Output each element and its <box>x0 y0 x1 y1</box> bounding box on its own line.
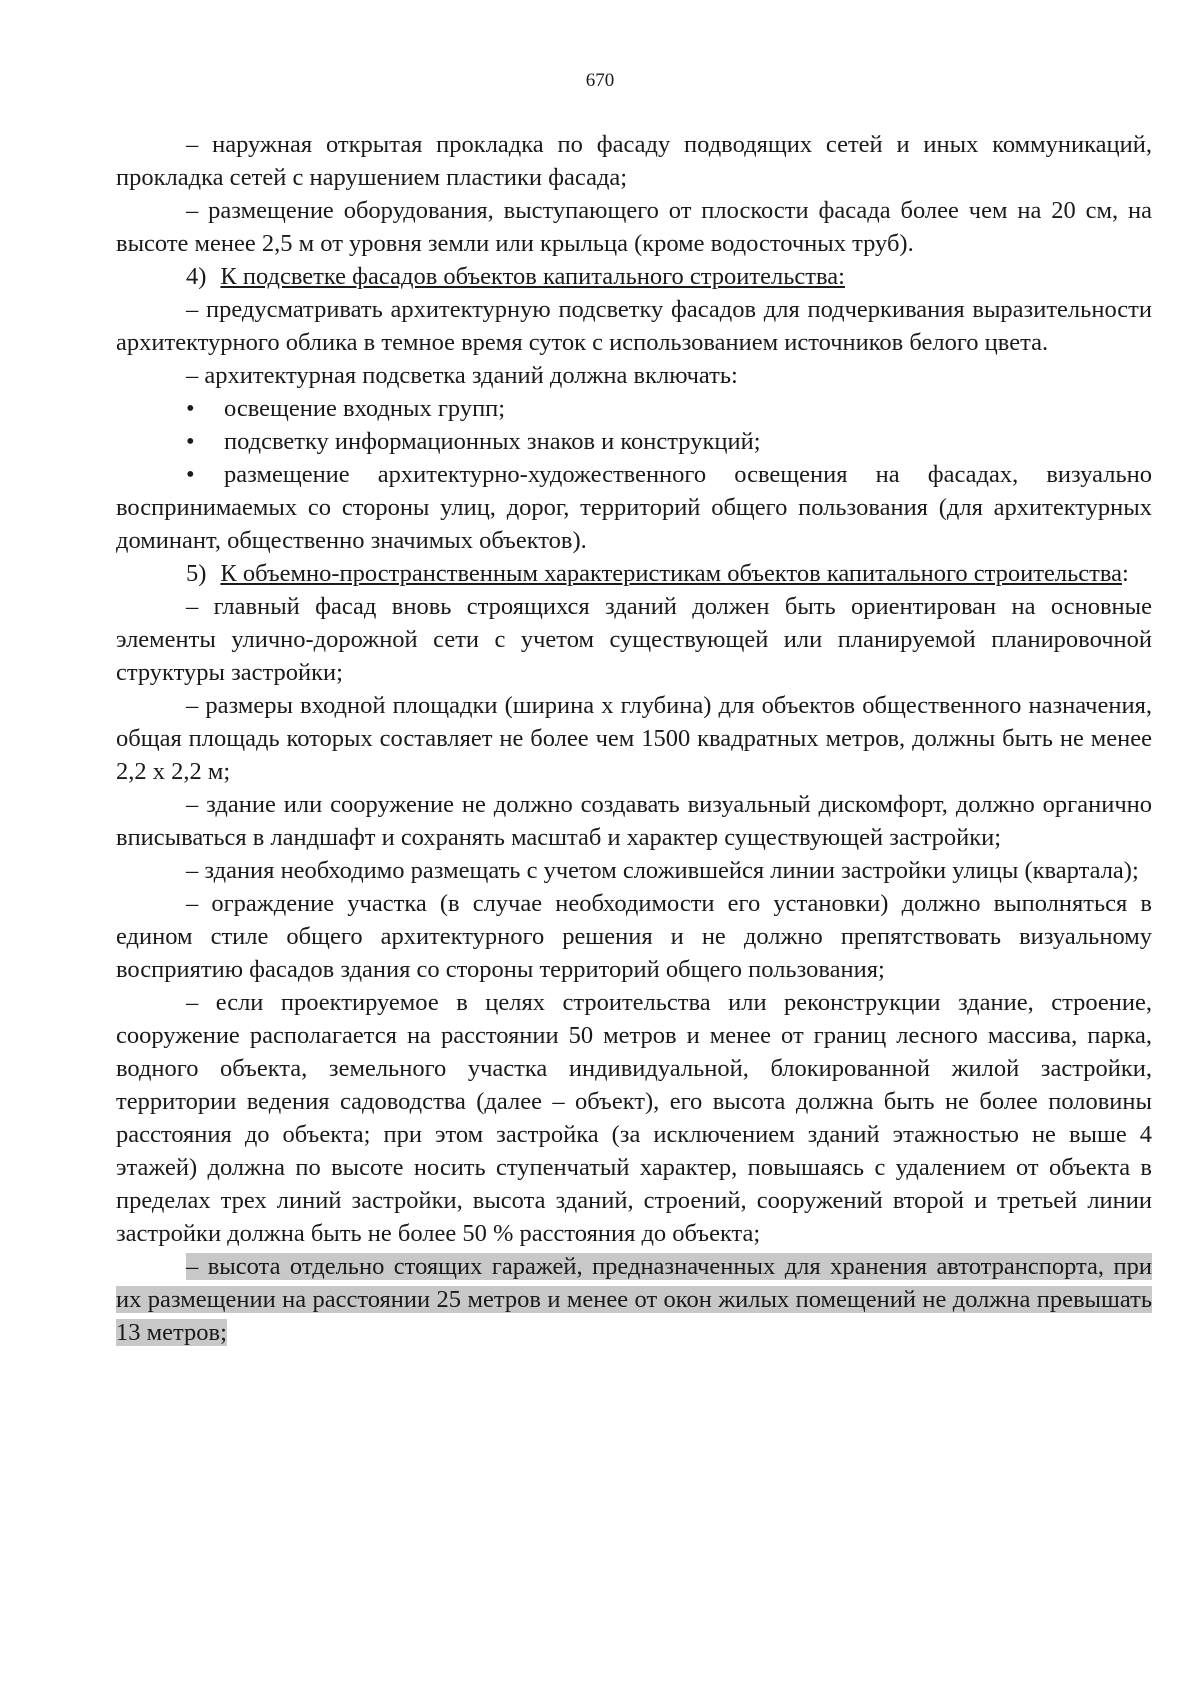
highlighted-list-item <box>116 1250 1152 1349</box>
bullet-icon: • <box>186 395 195 422</box>
bullet-text: размещение архитектурно-художественного освещения на фасадах, визуально воспринимаемых со стороны улиц, дорог, территорий общего пользования (для архитектурных доминант, общественно значимых объектов). <box>116 461 1152 554</box>
list-item: – архитектурная подсветка зданий должна включать: <box>186 362 738 389</box>
list-item: – если проектируемое в целях строительства или реконструкции здание, строение, сооружение располагается на расстоянии 50 метров и менее от границ лесного массива, парка, водного объекта, земельного участка индивидуальной, блокированной жилой застройки, территории ведения садоводства (далее – объект), его высота должна быть не более половины расстояния до объекта; при этом застройка (за исключением зданий этажностью не выше 4 этажей) должна по высоте носить ступенчатый характер, повышаясь с удалением от объекта в пределах трех линий застройки, высота зданий, строений, сооружений второй и третьей линии застройки должна быть не более 50 % расстояния до объекта; <box>116 989 1152 1247</box>
section-title: К объемно-пространственным характеристикам объектов капитального строительства <box>220 560 1122 587</box>
section-number: 5) <box>186 560 207 587</box>
list-item: – ограждение участка (в случае необходимости его установки) должно выполняться в едином стиле общего архитектурного решения и не должно препятствовать визуальному восприятию фасадов здания со стороны территорий общего пользования; <box>116 890 1152 983</box>
list-item: – здания необходимо размещать с учетом сложившейся линии застройки улицы (квартала); <box>186 857 1139 884</box>
section-heading-4 <box>116 260 1152 293</box>
bullet-icon: • <box>186 428 195 455</box>
bullet-item <box>116 392 1152 425</box>
document-body <box>116 128 1152 1349</box>
bullet-text: освещение входных групп; <box>224 395 506 422</box>
bullet-icon: • <box>186 461 195 488</box>
section-title: К подсветке фасадов объектов капитального строительства: <box>220 263 845 290</box>
section-number: 4) <box>186 263 207 290</box>
bullet-text: подсветку информационных знаков и конструкций; <box>224 428 761 455</box>
paragraph: – наружная открытая прокладка по фасаду подводящих сетей и иных коммуникаций, прокладка сетей с нарушением пластики фасада; <box>116 131 1152 191</box>
highlighted-text: – высота отдельно стоящих гаражей, предназначенных для хранения автотранспорта, при их размещении на расстоянии 25 метров и менее от окон жилых помещений не должна превышать 13 метров; <box>116 1253 1152 1346</box>
list-item: – предусматривать архитектурную подсветку фасадов для подчеркивания выразительности архитектурного облика в темное время суток с использованием источников белого цвета. <box>116 296 1152 356</box>
bullet-item <box>116 425 1152 458</box>
list-item: – главный фасад вновь строящихся зданий должен быть ориентирован на основные элементы улично-дорожной сети с учетом существующей или планируемой планировочной структуры застройки; <box>116 593 1152 686</box>
page-number: 670 <box>585 70 615 91</box>
section-title-suffix: : <box>1121 560 1129 587</box>
paragraph: – размещение оборудования, выступающего от плоскости фасада более чем на 20 см, на высоте менее 2,5 м от уровня земли или крыльца (кроме водосточных труб). <box>116 197 1152 257</box>
bullet-item <box>116 458 1152 557</box>
section-heading-5 <box>116 557 1152 590</box>
list-item: – размеры входной площадки (ширина х глубина) для объектов общественного назначения, общая площадь которых составляет не более чем 1500 квадратных метров, должны быть не менее 2,2 х 2,2 м; <box>116 692 1152 785</box>
list-item: – здание или сооружение не должно создавать визуальный дискомфорт, должно органично вписываться в ландшафт и сохранять масштаб и характер существующей застройки; <box>116 791 1152 851</box>
